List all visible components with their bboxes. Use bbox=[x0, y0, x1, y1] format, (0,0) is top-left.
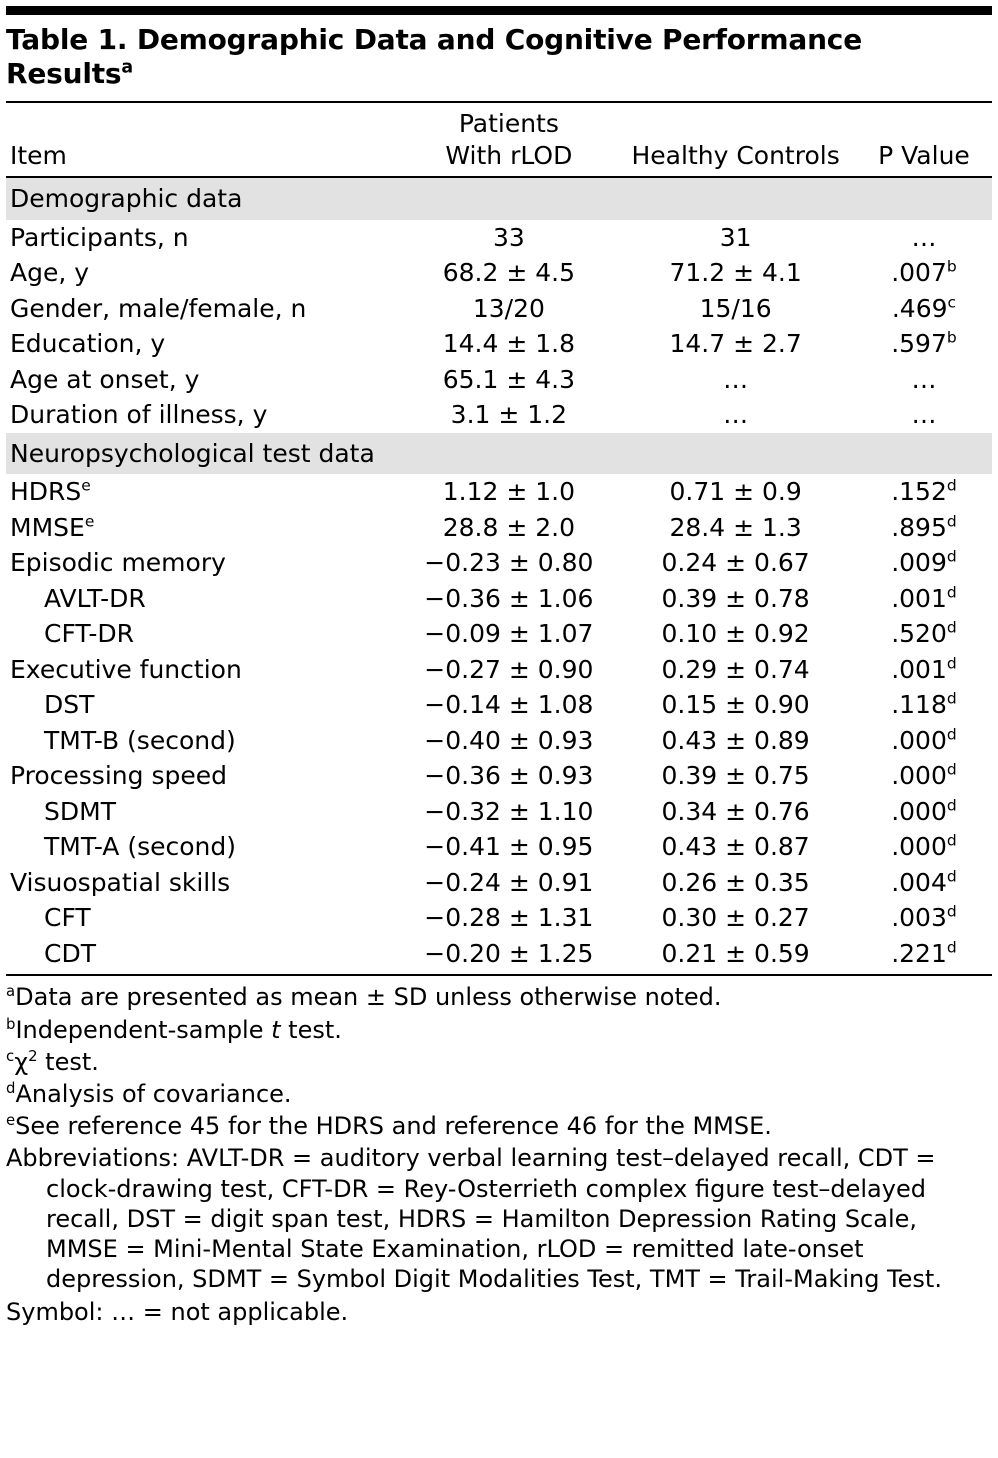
table-title-text: Table 1. Demographic Data and Cognitive Performance Results bbox=[6, 23, 862, 91]
cell-pvalue bbox=[854, 397, 992, 433]
cell-pvalue-number: .003 bbox=[891, 903, 947, 933]
footnote-symbol: Symbol: … = not applicable. bbox=[6, 1297, 349, 1326]
table-row bbox=[6, 581, 992, 617]
table-row bbox=[6, 723, 992, 759]
cell-pvalue-number: .009 bbox=[891, 548, 947, 578]
cell-pvalue bbox=[854, 474, 992, 510]
cell-pvalue-number: .000 bbox=[891, 832, 947, 862]
cell-controls-value: 0.39 ± 0.78 bbox=[661, 583, 810, 613]
cell-item bbox=[6, 326, 400, 362]
table-row bbox=[6, 291, 992, 327]
cell-controls-value: … bbox=[723, 364, 749, 394]
cell-patients-value: −0.09 ± 1.07 bbox=[424, 619, 594, 649]
table-head bbox=[6, 102, 992, 177]
cell-pvalue-footnote-marker: d bbox=[946, 725, 957, 744]
cell-controls-value: 0.21 ± 0.59 bbox=[661, 938, 810, 968]
cell-patients-value: −0.24 ± 0.91 bbox=[424, 867, 594, 897]
cell-item-label: Processing speed bbox=[10, 761, 227, 791]
table-row bbox=[6, 510, 992, 546]
cell-pvalue bbox=[854, 326, 992, 362]
cell-item bbox=[6, 581, 400, 617]
cell-pvalue-number: … bbox=[911, 222, 937, 252]
cell-item bbox=[6, 936, 400, 975]
cell-item bbox=[6, 362, 400, 398]
table-row bbox=[6, 865, 992, 901]
footnote-b-text-italic: t bbox=[271, 1015, 281, 1044]
cell-item bbox=[6, 255, 400, 291]
column-header-controls: Healthy Controls bbox=[617, 139, 854, 178]
cell-item-label: AVLT-DR bbox=[44, 583, 146, 613]
cell-pvalue-number: .152 bbox=[891, 477, 947, 507]
page-title bbox=[6, 23, 992, 91]
cell-item bbox=[6, 510, 400, 546]
cell-pvalue-footnote-marker: d bbox=[946, 583, 957, 602]
cell-item-label: TMT-A (second) bbox=[44, 832, 237, 862]
cell-pvalue-number: .007 bbox=[891, 258, 947, 288]
column-header-pvalue-spacer bbox=[854, 107, 992, 139]
cell-pvalue bbox=[854, 362, 992, 398]
table-body bbox=[6, 177, 992, 974]
footnote-d-marker: d bbox=[6, 1079, 16, 1098]
table-section-header bbox=[6, 177, 992, 220]
cell-item bbox=[6, 758, 400, 794]
cell-pvalue bbox=[854, 758, 992, 794]
cell-item-label: Age at onset, y bbox=[10, 364, 200, 394]
cell-pvalue bbox=[854, 581, 992, 617]
cell-patients-value: −0.32 ± 1.10 bbox=[424, 796, 594, 826]
table-header-row-top bbox=[6, 107, 992, 139]
cell-pvalue bbox=[854, 687, 992, 723]
cell-item-label: MMSE bbox=[10, 512, 85, 542]
table-row bbox=[6, 545, 992, 581]
cell-item-label: DST bbox=[44, 690, 95, 720]
cell-pvalue bbox=[854, 723, 992, 759]
cell-pvalue bbox=[854, 900, 992, 936]
footnote-b bbox=[6, 1015, 992, 1045]
cell-pvalue-footnote-marker: b bbox=[946, 257, 957, 276]
cell-pvalue-footnote-marker: d bbox=[946, 938, 957, 957]
cell-controls-value: 0.29 ± 0.74 bbox=[661, 654, 810, 684]
column-header-item-spacer bbox=[6, 107, 400, 139]
cell-item-label: CFT bbox=[44, 903, 91, 933]
cell-pvalue-number: .000 bbox=[891, 796, 947, 826]
cell-item bbox=[6, 397, 400, 433]
cell-item bbox=[6, 723, 400, 759]
table-title-footnote-marker: a bbox=[121, 57, 133, 78]
cell-patients-value: −0.36 ± 1.06 bbox=[424, 583, 594, 613]
cell-controls-value: 31 bbox=[719, 222, 752, 252]
column-header-pvalue: P Value bbox=[854, 139, 992, 178]
cell-patients-value: −0.36 ± 0.93 bbox=[424, 761, 594, 791]
column-header-patients-line1: Patients bbox=[458, 109, 559, 139]
cell-item bbox=[6, 220, 400, 256]
cell-pvalue-number: .520 bbox=[891, 619, 947, 649]
cell-item-label: HDRS bbox=[10, 477, 82, 507]
results-table bbox=[6, 101, 992, 974]
cell-patients-value: 33 bbox=[492, 222, 525, 252]
cell-patients-value: −0.20 ± 1.25 bbox=[424, 938, 594, 968]
table-row bbox=[6, 326, 992, 362]
table-row bbox=[6, 794, 992, 830]
cell-pvalue bbox=[854, 510, 992, 546]
footnote-b-text-post: test. bbox=[280, 1015, 342, 1044]
cell-item-label: CFT-DR bbox=[44, 619, 135, 649]
cell-pvalue-footnote-marker: d bbox=[946, 512, 957, 531]
cell-item-label: Participants, n bbox=[10, 222, 189, 252]
table-row bbox=[6, 687, 992, 723]
cell-item-label: Visuospatial skills bbox=[10, 867, 231, 897]
footnote-e bbox=[6, 1111, 992, 1141]
cell-pvalue-number: … bbox=[911, 364, 937, 394]
footnote-d-text: Analysis of covariance. bbox=[15, 1080, 292, 1109]
footnotes bbox=[6, 976, 992, 1327]
cell-item-label: TMT-B (second) bbox=[44, 725, 236, 755]
cell-controls-value: … bbox=[723, 400, 749, 430]
cell-controls-value: 0.43 ± 0.87 bbox=[661, 832, 810, 862]
cell-item bbox=[6, 652, 400, 688]
cell-controls-value: 14.7 ± 2.7 bbox=[669, 329, 802, 359]
cell-pvalue-number: .597 bbox=[891, 329, 947, 359]
cell-controls-value: 0.24 ± 0.67 bbox=[661, 548, 810, 578]
footnote-a-marker: a bbox=[6, 982, 16, 1001]
cell-pvalue-footnote-marker: d bbox=[946, 547, 957, 566]
table-row bbox=[6, 397, 992, 433]
cell-pvalue-footnote-marker: d bbox=[946, 654, 957, 673]
cell-item bbox=[6, 865, 400, 901]
table-section-header bbox=[6, 433, 992, 475]
cell-controls-value: 15/16 bbox=[699, 293, 772, 323]
cell-item-label: Episodic memory bbox=[10, 548, 226, 578]
cell-pvalue-footnote-marker: b bbox=[946, 328, 957, 347]
footnote-c-text: $\chi^2$ test. bbox=[14, 1046, 99, 1076]
cell-pvalue bbox=[854, 616, 992, 652]
cell-item bbox=[6, 687, 400, 723]
cell-patients-value: 14.4 ± 1.8 bbox=[442, 329, 575, 359]
cell-controls-value: 0.34 ± 0.76 bbox=[661, 796, 810, 826]
cell-item bbox=[6, 545, 400, 581]
footnote-b-marker: b bbox=[6, 1014, 16, 1033]
top-rule bbox=[6, 6, 992, 15]
cell-patients-value: −0.23 ± 0.80 bbox=[424, 548, 594, 578]
cell-pvalue bbox=[854, 865, 992, 901]
cell-item bbox=[6, 474, 400, 510]
cell-controls-value: 0.43 ± 0.89 bbox=[661, 725, 810, 755]
table-page bbox=[0, 6, 998, 1327]
cell-patients-value: −0.41 ± 0.95 bbox=[424, 832, 594, 862]
cell-patients-value: 68.2 ± 4.5 bbox=[442, 258, 575, 288]
cell-pvalue bbox=[854, 652, 992, 688]
cell-pvalue-number: … bbox=[911, 400, 937, 430]
footnote-b-text-pre: Independent-sample bbox=[15, 1015, 272, 1044]
cell-pvalue-footnote-marker: d bbox=[946, 831, 957, 850]
cell-item-label: Age, y bbox=[10, 258, 90, 288]
cell-pvalue-number: .001 bbox=[891, 654, 947, 684]
table-row bbox=[6, 829, 992, 865]
table-row bbox=[6, 900, 992, 936]
cell-pvalue-footnote-marker: d bbox=[946, 476, 957, 495]
cell-controls-value: 0.26 ± 0.35 bbox=[661, 867, 810, 897]
column-header-controls-spacer bbox=[617, 107, 854, 139]
table-row bbox=[6, 474, 992, 510]
cell-item-label: Education, y bbox=[10, 329, 166, 359]
cell-pvalue bbox=[854, 829, 992, 865]
cell-pvalue bbox=[854, 936, 992, 975]
cell-pvalue bbox=[854, 545, 992, 581]
cell-patients-value: −0.27 ± 0.90 bbox=[424, 654, 594, 684]
cell-pvalue-number: .469 bbox=[891, 293, 948, 323]
footnote-e-marker: e bbox=[6, 1111, 16, 1130]
cell-pvalue-footnote-marker: d bbox=[946, 902, 957, 921]
cell-patients-value: −0.14 ± 1.08 bbox=[424, 690, 594, 720]
table-section-label: Neuropsychological test data bbox=[6, 433, 992, 475]
cell-pvalue bbox=[854, 794, 992, 830]
cell-controls-value: 71.2 ± 4.1 bbox=[669, 258, 802, 288]
cell-item-footnote-marker: e bbox=[84, 512, 95, 531]
cell-controls-value: 0.71 ± 0.9 bbox=[669, 477, 802, 507]
table-row bbox=[6, 220, 992, 256]
cell-item-label: CDT bbox=[44, 938, 96, 968]
cell-pvalue-number: .221 bbox=[891, 938, 947, 968]
cell-item bbox=[6, 616, 400, 652]
footnote-d bbox=[6, 1079, 992, 1109]
cell-pvalue-footnote-marker: d bbox=[946, 796, 957, 815]
cell-item bbox=[6, 900, 400, 936]
cell-pvalue bbox=[854, 255, 992, 291]
footnote-abbreviations: Abbreviations: AVLT-DR = auditory verbal learning test–delayed recall, CDT = clock-drawing test, CFT-DR = Rey-Osterrieth complex figure test–delayed recall, DST = digit span test, HDRS = Hamilton Depression Rating Scale, MMSE = Mini-Mental State Examination, rLOD = remitted late-onset depression, SDMT = Symbol Digit Modalities Test, TMT = Trail-Making Test. bbox=[6, 1144, 942, 1294]
cell-item bbox=[6, 829, 400, 865]
cell-item-label: SDMT bbox=[44, 796, 116, 826]
cell-pvalue bbox=[854, 220, 992, 256]
cell-pvalue-number: .000 bbox=[891, 725, 947, 755]
table-row bbox=[6, 255, 992, 291]
cell-item-label: Duration of illness, y bbox=[10, 400, 268, 430]
cell-patients-value: −0.40 ± 0.93 bbox=[424, 725, 594, 755]
cell-patients-value: 65.1 ± 4.3 bbox=[442, 364, 575, 394]
cell-patients-value: 3.1 ± 1.2 bbox=[450, 400, 568, 430]
cell-pvalue-number: .001 bbox=[891, 583, 947, 613]
table-row bbox=[6, 652, 992, 688]
cell-pvalue-footnote-marker: d bbox=[946, 618, 957, 637]
table-header-row-bottom bbox=[6, 139, 992, 178]
cell-item bbox=[6, 794, 400, 830]
footnote-c-marker: c bbox=[6, 1046, 15, 1065]
cell-item-footnote-marker: e bbox=[81, 476, 91, 495]
cell-patients-value: 28.8 ± 2.0 bbox=[442, 512, 575, 542]
cell-pvalue-number: .895 bbox=[891, 512, 947, 542]
cell-controls-value: 0.10 ± 0.92 bbox=[661, 619, 810, 649]
table-row bbox=[6, 616, 992, 652]
table-row bbox=[6, 936, 992, 975]
column-header-item: Item bbox=[6, 139, 400, 178]
cell-controls-value: 0.39 ± 0.75 bbox=[661, 761, 810, 791]
footnote-a bbox=[6, 982, 992, 1012]
cell-item-label: Executive function bbox=[10, 654, 242, 684]
cell-item bbox=[6, 291, 400, 327]
table-row bbox=[6, 362, 992, 398]
footnote-c bbox=[6, 1047, 992, 1077]
cell-pvalue-number: .000 bbox=[891, 761, 947, 791]
cell-controls-value: 28.4 ± 1.3 bbox=[669, 512, 802, 542]
cell-patients-value: 1.12 ± 1.0 bbox=[442, 477, 575, 507]
cell-patients-value: 13/20 bbox=[472, 293, 545, 323]
cell-controls-value: 0.15 ± 0.90 bbox=[661, 690, 810, 720]
cell-pvalue-footnote-marker: d bbox=[946, 760, 957, 779]
cell-pvalue-number: .118 bbox=[891, 690, 947, 720]
column-header-patients-line2: With rLOD bbox=[400, 139, 617, 178]
table-section-label: Demographic data bbox=[6, 177, 992, 220]
cell-patients-value: −0.28 ± 1.31 bbox=[424, 903, 594, 933]
cell-pvalue bbox=[854, 291, 992, 327]
cell-pvalue-number: .004 bbox=[891, 867, 947, 897]
table-row bbox=[6, 758, 992, 794]
cell-item-label: Gender, male/female, n bbox=[10, 293, 307, 323]
cell-pvalue-footnote-marker: d bbox=[946, 689, 957, 708]
cell-controls-value: 0.30 ± 0.27 bbox=[661, 903, 810, 933]
footnote-e-text: See reference 45 for the HDRS and reference 46 for the MMSE. bbox=[15, 1112, 772, 1141]
footnote-a-text: Data are presented as mean ± SD unless otherwise noted. bbox=[15, 983, 722, 1012]
cell-pvalue-footnote-marker: d bbox=[946, 867, 957, 886]
cell-pvalue-footnote-marker: c bbox=[947, 293, 957, 312]
